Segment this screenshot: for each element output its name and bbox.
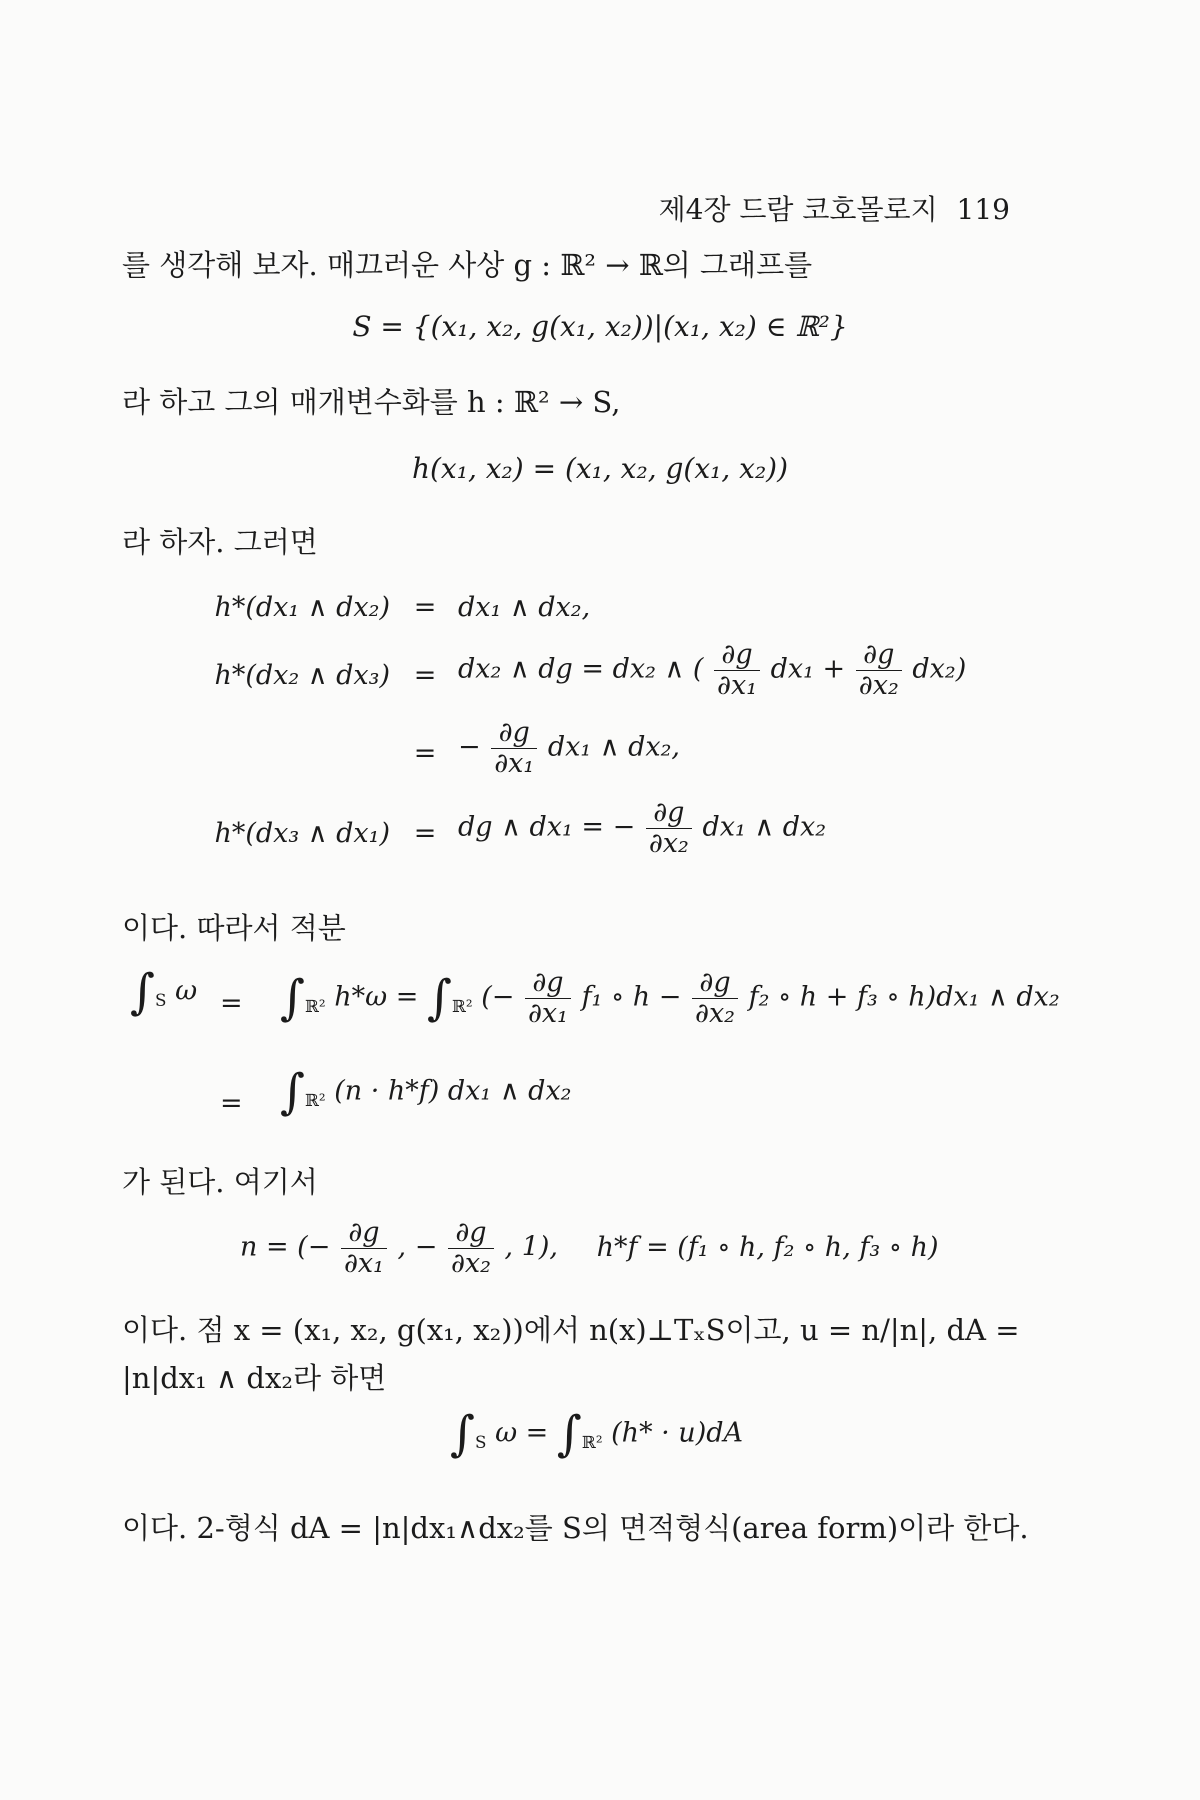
fraction-dg-dx2: $\frac{\partial g}{\text{∂x₂}}$ — [646, 798, 692, 858]
paragraph-5: 가 된다. 여기서 — [122, 1165, 318, 1199]
normal-vector-equation: n = (− $\frac{\partial g}{\text{∂x₁}}$ , − $\frac{\partial g}{\text{∂x₂}}$ , 1), h*f = (f₁ ∘ h, f₂ ∘ h, f₃ ∘ h) — [240, 1217, 939, 1279]
equation-surface: S = {(x₁, x₂, g(x₁, x₂))|(x₁, x₂) ∈ ℝ²} — [352, 310, 848, 343]
row4-lhs: h*(dx₃ ∧ dx₁) — [214, 818, 390, 849]
row1-eq: = — [413, 592, 437, 623]
row2-lhs: h*(dx₂ ∧ dx₃) — [214, 660, 390, 691]
paragraph-2: 라 하고 그의 매개변수화를 h : ℝ² → S, — [122, 385, 621, 419]
integral-rhs-1: $\int_{ℝ^2}$ $h*\omega = \int_{ℝ^2}$ (− $\frac{\partial g}{\text{∂x₁}}$ f₁ ∘ h − $\frac{\partial g}{\text{∂x₂}}$ f₂ ∘ h + f₃ ∘ h)dx₁ ∧ dx₂ — [280, 967, 1060, 1029]
paragraph-3: 라 하자. 그러면 — [122, 525, 318, 559]
fraction-dg-dx1: $\frac{\partial g}{\text{∂x₁}}$ — [491, 718, 537, 778]
equation-parametrization: h(x₁, x₂) = (x₁, x₂, g(x₁, x₂)) — [411, 452, 789, 485]
row4-rhs: dg ∧ dx₁ = − $\frac{\partial g}{\text{∂x₂}}$ dx₁ ∧ dx₂ — [458, 797, 827, 859]
area-integral-equation: $\int_S$ $\omega = \int_{ℝ^2}$ (h* · u)dA — [450, 1406, 744, 1462]
row4-eq: = — [413, 818, 437, 849]
row1-lhs: h*(dx₁ ∧ dx₂) — [214, 592, 390, 623]
fraction-dg-dx2: $\frac{\partial g}{\text{∂x₂}}$ — [856, 640, 902, 700]
paragraph-7: 이다. 2-형식 dA = |n|dx₁∧dx₂를 S의 면적형식(area form)이라 한다. — [122, 1511, 1029, 1545]
row2-eq: = — [413, 660, 437, 691]
paragraph-6a: 이다. 점 x = (x₁, x₂, g(x₁, x₂))에서 n(x)⊥TₓS이고, u = n/|n|, dA = — [122, 1313, 1020, 1347]
integral-rhs-2: $\int_{ℝ^2}$ (n · h*f) dx₁ ∧ dx₂ — [280, 1064, 572, 1120]
integral-eq-2: = — [220, 1088, 243, 1119]
row2-rhs: dx₂ ∧ dg = dx₂ ∧ ( $\frac{\partial g}{\text{∂x₁}}$ dx₁ + $\frac{\partial g}{\text{∂x₂}}$ dx₂) — [458, 639, 967, 701]
integral-eq-1: = — [220, 988, 243, 1019]
page-number: 119 — [956, 193, 1010, 226]
paragraph-4: 이다. 따라서 적분 — [122, 911, 346, 945]
running-header — [580, 188, 1010, 228]
row3-eq: = — [413, 738, 437, 769]
row1-rhs: dx₁ ∧ dx₂, — [458, 592, 591, 623]
integral-lhs: $\int_S$ ω — [130, 964, 198, 1020]
running-title: 제4장 드람 코호몰로지 — [658, 193, 938, 226]
paragraph-6b: |n|dx₁ ∧ dx₂라 하면 — [122, 1361, 387, 1395]
paragraph-1: 를 생각해 보자. 매끄러운 사상 g : ℝ² → ℝ의 그래프를 — [122, 248, 813, 282]
row3-rhs: − $\frac{\partial g}{\text{∂x₁}}$ dx₁ ∧ dx₂, — [458, 717, 681, 779]
fraction-dg-dx1: $\frac{\partial g}{\text{∂x₁}}$ — [714, 640, 760, 700]
